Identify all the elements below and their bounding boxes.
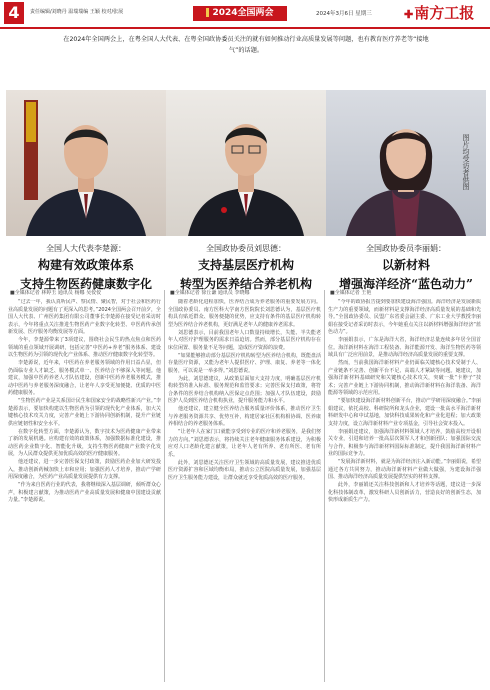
section-bar-icon xyxy=(206,8,209,17)
article-3-headline-line2: 增强海洋经济“蓝色动力” xyxy=(339,277,473,291)
portrait-photo-2 xyxy=(166,90,326,236)
body-paragraph: “要加快建设海洋新材料创新平台，推动产学研用深度融合。”李丽娟建议，依托高校、科研院所和龙头企业，建设一批高水平海洋新材料研发中心和中试基地，加快科技成果转化和产业化进程；加大政策支持力度，设立海洋新材料产业专项基金，引导社会资本投入。 xyxy=(328,398,481,427)
body-paragraph: 然而，当前我国海洋新材料产业仍面临关键核心技术受制于人、产业链条不完善、创新平台不足、高端人才紧缺等问题。她建议，加强海洋新材料基础研究和关键核心技术攻关，突破一批“卡脖子”技术；完善产业链上下游协同机制，推动海洋新材料在海洋装备、海洋能源等领域的示范应用。 xyxy=(328,360,481,396)
page-number: 4 xyxy=(4,2,24,24)
page-header xyxy=(0,0,490,26)
photo-caption: 图片均受访者供图 xyxy=(462,134,470,190)
body-paragraph: 此外，刘思德还关注医疗卫生领域的高质量发展，建议推进优质医疗资源扩容和区域均衡布局，推动公立医院高质量发展，加强基层医疗卫生服务能力建设，让群众就近享受优质高效的医疗服务。 xyxy=(168,459,321,481)
body-paragraph: “让老年人在家门口就能享受到专业的医疗和养老服务，是我们努力的方向。”刘思德表示，将持续关注老年健康服务体系建设，为积极应对人口老龄化建言献策，让老年人老有所养、老有所医、老有所乐。 xyxy=(168,429,321,458)
article-1-headline-line2: 支持生物医药健康数字化 xyxy=(19,277,152,291)
body-paragraph: 此外，李丽娟还关注科技创新和人才培养等话题，建议进一步深化科技体制改革，激发科研人员创新活力，营造良好的创新生态，加快形成新质生产力。 xyxy=(328,482,481,503)
logo-mark-icon: ✚ xyxy=(404,8,414,21)
body-paragraph: “过去一年，我认真听民声、察民情、聚民智，对于社会和医药行业高质量发展的问题有了更深入的思考。”2024全国两会召开前夕，全国人大代表、广州医药集团有限公司董事长李楚源在接受记者采访时表示，今年将重点关注推进生物医药产业数字化转型、中医药传承创新发展、医疗服务均衡发展等方面。 xyxy=(8,299,161,335)
article-2-rep-title: 全国政协委员刘思德： xyxy=(206,244,286,253)
body-paragraph: 他还建议，建立健全医养结合服务质量评价体系，推动医疗卫生与养老服务资源共享、优势互补，构建居家社区机构相协调、医养康养相结合的养老服务体系。 xyxy=(168,406,321,427)
body-paragraph: 他还建议，进一步完善医保支付政策，鼓励医药企业加大研发投入，推动创新药械加快上市和应用；加强医药人才培养，推动产学研用深度融合，为医药产业高质量发展提供有力支撑。 xyxy=(8,459,161,480)
article-3-body xyxy=(328,299,481,683)
body-paragraph: 今年，李楚源带来了3项建议，围绕社会民生的热点焦点和医药领域的重点领域开展调研，包括完善“中医药+养老”服务体系、建设以生物医药为引领的现代化产业体系、推动医疗健康数字化转型等。 xyxy=(8,337,161,358)
header-rule xyxy=(0,27,490,29)
article-1-body xyxy=(8,299,161,683)
article-1-headline-line1: 构建有效政策体系 xyxy=(37,258,134,272)
body-paragraph: “如果能够推动部分基层医疗机构转型为医养结合机构，既能盘活存量医疗资源，又能为老年人提供医疗、护理、康复、养老等一体化服务，可以说是一举多得。”刘思德说。 xyxy=(168,352,321,374)
article-1-head xyxy=(6,240,166,292)
body-paragraph: 李丽娟还建议，加强海洋新材料领域人才培养，鼓励高校开设相关专业，引进和培养一批高层次领军人才和创新团队；加强国际交流与合作，积极参与海洋新材料国际标准制定，提升我国海洋新材料产业的国际竞争力。 xyxy=(328,428,481,457)
newspaper-name: 南方工报 xyxy=(414,4,475,22)
article-1-byline: ■全媒体记者 林婷玉 通讯员 杨娜 吴佼佼 xyxy=(10,290,102,296)
portrait-1-image xyxy=(6,90,166,236)
article-2-headline-line2: 转型为医养结合养老机构 xyxy=(179,277,312,291)
article-2-head xyxy=(166,240,326,292)
body-paragraph: 随着老龄化进程加快，医养结合成为养老服务的重要发展方向。全国政协委员、南方医科大学南方医院院长刘思德认为，基层医疗机构具有贴近群众、服务便捷的优势，应支持有条件的基层医疗机构转型为医养结合养老机构，更好满足老年人的健康养老需求。 xyxy=(168,299,321,328)
section-tag xyxy=(193,6,287,21)
body-paragraph: 刘思德表示，目前我国老年人口数量持续增长，失能、半失能老年人对医疗护理服务的需求日益迫切。然而，部分基层医疗机构存在床位闲置、服务量不足等问题，造成医疗资源的浪费。 xyxy=(168,329,321,351)
editors-line: 责任编辑/刘晓丹 温瑞瑞编 王颖 校对/张展 xyxy=(30,9,124,15)
article-2-byline: ■全媒体记者 徐丘谦 通讯员 李晓娜 xyxy=(170,290,250,296)
body-paragraph: 李丽娟表示，广东是海洋大省，海洋经济总量连续多年居全国首位。海洋新材料在海洋工程装备、海洋能源开发、海洋生物医药等领域具有广泛应用前景，是推动海洋经济高质量发展的重要支撑。 xyxy=(328,337,481,358)
body-paragraph: 为此，刘思德建议，从政策层面加大支持力度，明确基层医疗机构转型的准入标准、服务规范和监管要求；完善医保支付政策，将符合条件的医养结合机构纳入医保定点范围；加强人才队伍建设，鼓励医护人员到医养结合机构执业，提升服务能力和水平。 xyxy=(168,375,321,404)
column-divider xyxy=(164,290,165,682)
section-label: 2024全国两会 xyxy=(212,8,274,18)
article-3-rep-title: 全国政协委员李丽娟： xyxy=(366,244,446,253)
article-3-headline-line1: 以新材料 xyxy=(381,258,430,272)
article-2-body xyxy=(168,299,321,683)
body-paragraph: “作为来自医药行业的代表，我将继续深入基层调研，倾听群众心声，积极建言献策，为推动医药产业高质量发展和健康中国建设贡献力量。”李楚源说。 xyxy=(8,482,161,503)
portrait-photo-1 xyxy=(6,90,166,236)
article-3-byline: ■全媒体记者 王艳 xyxy=(330,290,372,296)
body-paragraph: 在数字化转型方面，李楚源认为，数字技术为医药健康产业带来了新的发展机遇。应构建有效的政策体系，加强数据标准化建设，推动医药企业数字化、智能化升级，支持生物医药健康产业数字化发展，为人民群众提供更加优质高效的医疗健康服务。 xyxy=(8,428,161,457)
article-3-head xyxy=(326,240,486,292)
newspaper-logo xyxy=(404,2,474,23)
body-paragraph: “生物医药产业是关系国计民生和国家安全的战略性新兴产业。”李楚源表示，要加快构建以生物医药为引领的现代化产业体系，加大关键核心技术攻关力度，完善产业链上下游协同创新机制，提升产业链供应链韧性和安全水平。 xyxy=(8,398,161,427)
portrait-2-image xyxy=(166,90,326,236)
body-paragraph: 李楚源说，近年来，中医药在养老服务领域的作用日益凸显，但仍面临专业人才缺乏、服务模式单一、医养结合不够深入等问题。他建议，加强中医药养老人才队伍建设，创新中医药养老服务模式，推动中医药与养老服务深度融合，让老年人享受更加便捷、优质的中医药健康服务。 xyxy=(8,360,161,396)
body-paragraph: “发展海洋新材料，就是为海洋经济注入新动能。”李丽娟说，希望通过各方共同努力，推动海洋新材料产业做大做强，为建设海洋强国、推动海洋经济高质量发展提供坚实的材料支撑。 xyxy=(328,459,481,480)
article-2-headline-line1: 支持基层医疗机构 xyxy=(197,258,294,272)
body-paragraph: “今年的政协报告提到要加快建设海洋强国。海洋经济是发展新质生产力的重要领域，而新材料是支撑海洋经济高质量发展的基础和先导。”全国政协委员、民盟广东省委会副主委、广东工业大学教授李丽娟在接受记者采访时表示，今年她重点关注以新材料增强海洋经济“蓝色动力”。 xyxy=(328,299,481,335)
article-1-rep-title: 全国人大代表李楚源： xyxy=(46,244,126,253)
intro-paragraph: 在2024年全国两会上，在粤全国人大代表、在粤全国政协委员关注的就有如何推动行业高质量发展等问题，也有教育医疗养老等“接地气”的话题。 xyxy=(63,36,429,54)
column-divider xyxy=(324,290,325,682)
issue-date: 2024年3月6日 星期三 xyxy=(316,11,372,17)
